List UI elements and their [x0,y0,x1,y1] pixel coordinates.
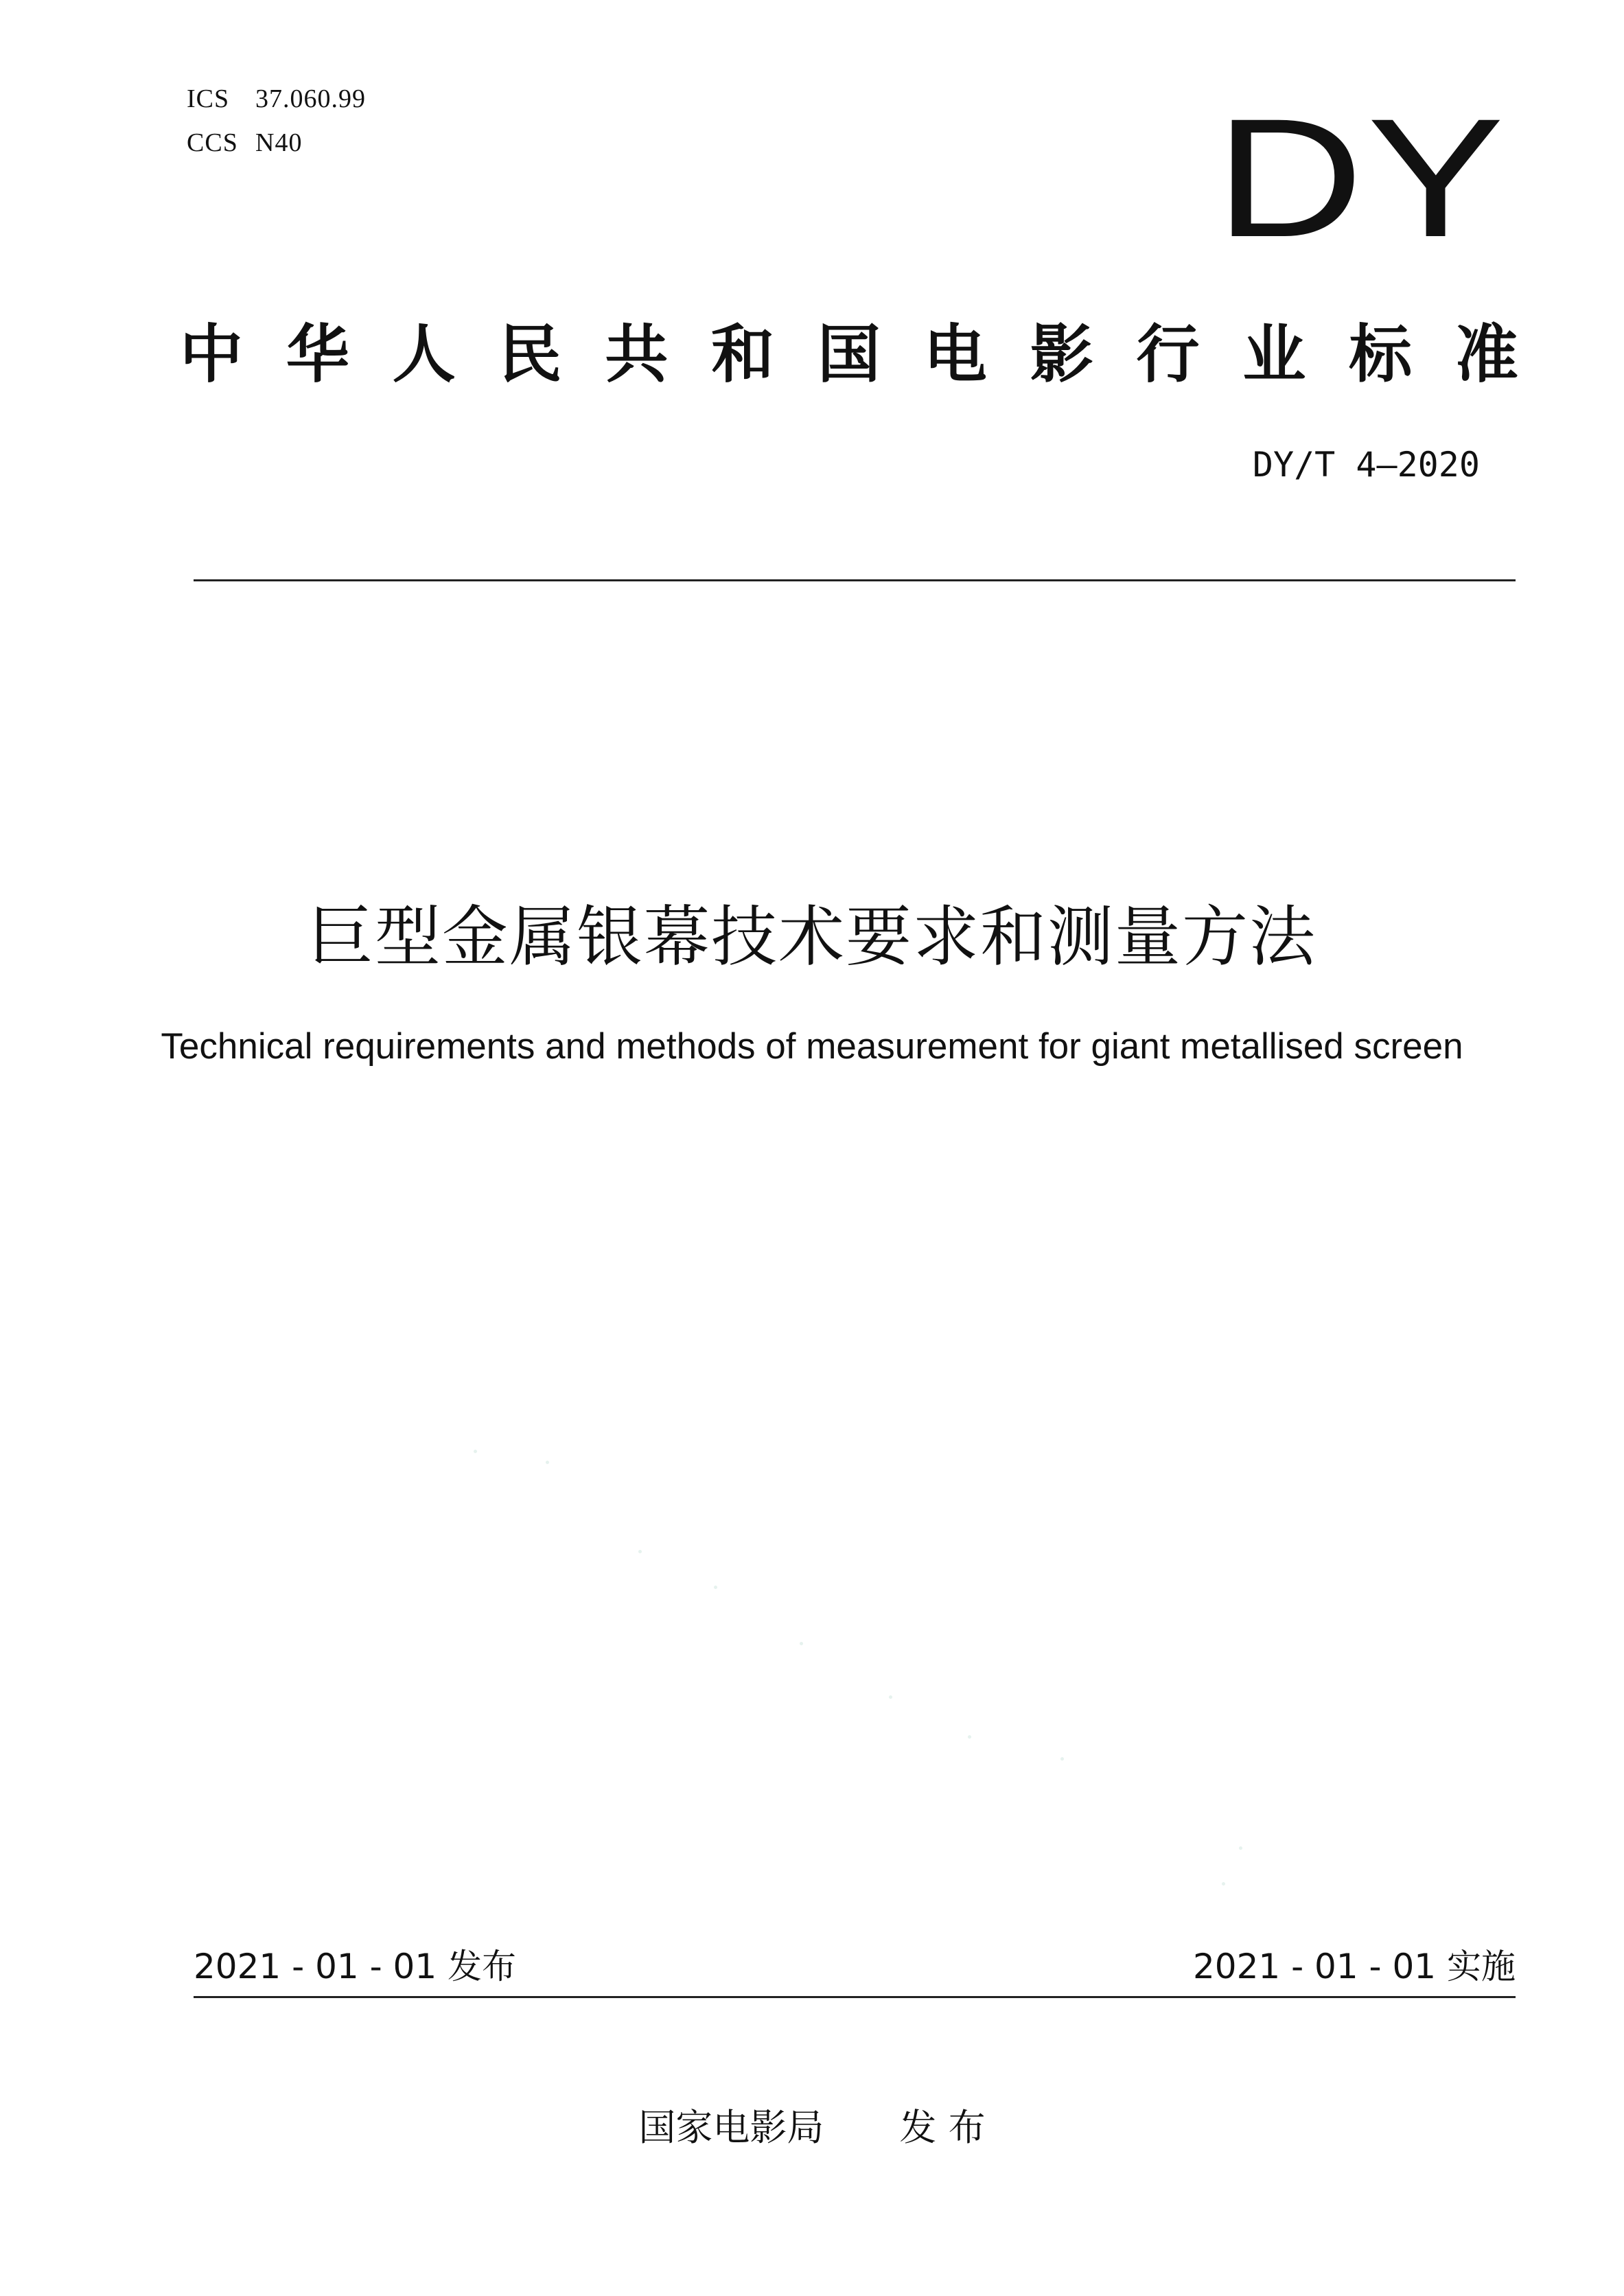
scan-speck [638,1550,642,1553]
scan-speck [968,1735,971,1739]
scan-speck [1222,1882,1225,1886]
classification-codes [187,77,366,165]
top-divider [194,579,1516,581]
ccs-label: CCS [187,128,238,157]
category-char: 共 [605,318,669,391]
publisher-line [0,2100,1624,2155]
scan-speck [800,1642,803,1645]
ccs-code: N40 [255,128,303,157]
standard-category-title [180,317,1518,393]
category-char: 电 [923,318,987,391]
standard-logo: DY [1215,84,1508,272]
scan-speck [546,1461,549,1464]
scan-speck [1239,1846,1242,1850]
category-char: 准 [1454,318,1518,391]
ccs-line [187,121,366,165]
scan-speck [1060,1757,1064,1761]
document-title-chinese: 巨型金属银幕技术要求和测量方法 [308,898,1316,975]
category-char: 人 [392,318,456,391]
category-char: 中 [180,318,244,391]
category-char: 民 [498,318,562,391]
issue-date: 2021 - 01 - 01 发布 [194,1947,517,1986]
ics-label: ICS [187,84,230,113]
publisher-action: 发 布 [899,2106,986,2149]
bottom-divider [194,1996,1516,1998]
category-char: 标 [1349,318,1413,391]
category-char: 华 [286,318,349,391]
ics-code: 37.060.99 [255,84,366,113]
implementation-date: 2021 - 01 - 01 实施 [1192,1947,1516,1986]
category-char: 和 [711,318,775,391]
category-char: 业 [1242,318,1306,391]
publisher-name: 国家电影局 [638,2106,824,2149]
scan-speck [889,1695,892,1699]
category-char: 行 [1136,318,1200,391]
category-char: 国 [817,318,881,391]
ics-line [187,77,366,121]
document-title-english: Technical requirements and methods of measurement for giant metallised screen [161,1026,1463,1067]
category-char: 影 [1030,318,1093,391]
scan-speck [474,1450,477,1453]
scan-speck [714,1586,717,1589]
standard-number: DY/T 4—2020 [1252,445,1480,485]
